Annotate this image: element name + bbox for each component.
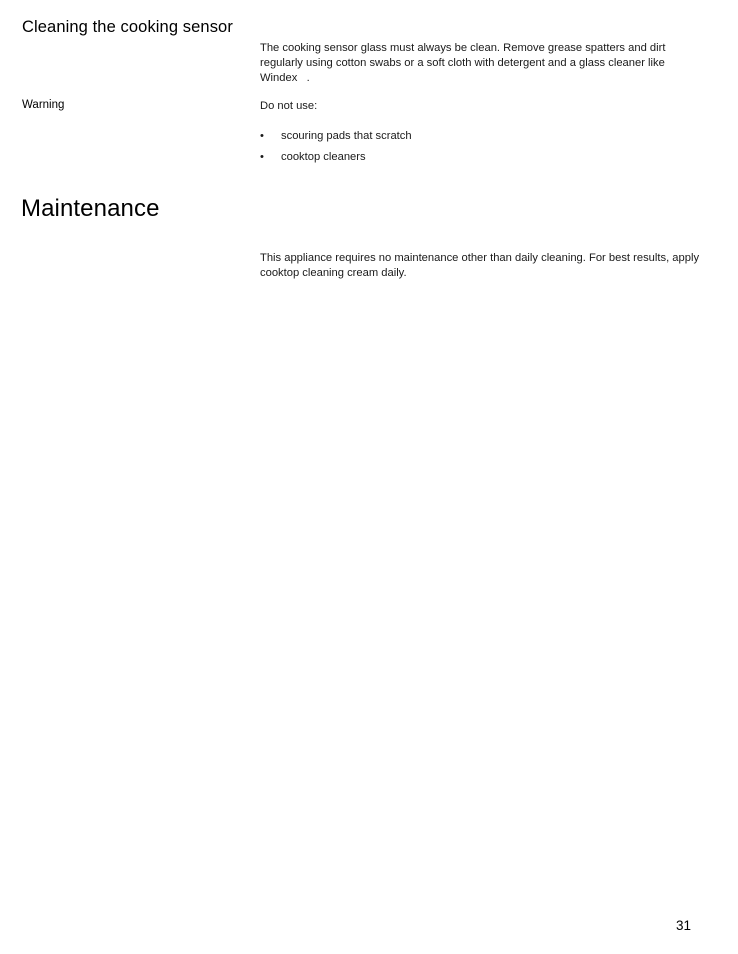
maintenance-paragraph: This appliance requires no maintenance other than daily cleaning. For best results, apply cooktop cleaning cream daily. xyxy=(260,252,700,279)
list-item-text: scouring pads that scratch xyxy=(281,130,412,142)
list-item xyxy=(260,150,412,171)
list-item xyxy=(260,129,412,150)
do-not-use-text: Do not use: xyxy=(260,100,318,112)
do-not-use-list xyxy=(260,129,412,170)
warning-label: Warning xyxy=(22,99,65,111)
maintenance-heading: Maintenance xyxy=(21,195,160,222)
bullet-icon: • xyxy=(260,150,264,163)
cleaning-sensor-heading: Cleaning the cooking sensor xyxy=(22,18,233,36)
list-item-text: cooktop cleaners xyxy=(281,150,366,163)
bullet-icon: • xyxy=(260,130,264,142)
cleaning-sensor-paragraph: The cooking sensor glass must always be clean. Remove grease spatters and dirt regularly using cotton swabs or a soft cloth with detergent and a glass cleaner like Windex . xyxy=(260,42,666,84)
page-number: 31 xyxy=(675,918,691,933)
